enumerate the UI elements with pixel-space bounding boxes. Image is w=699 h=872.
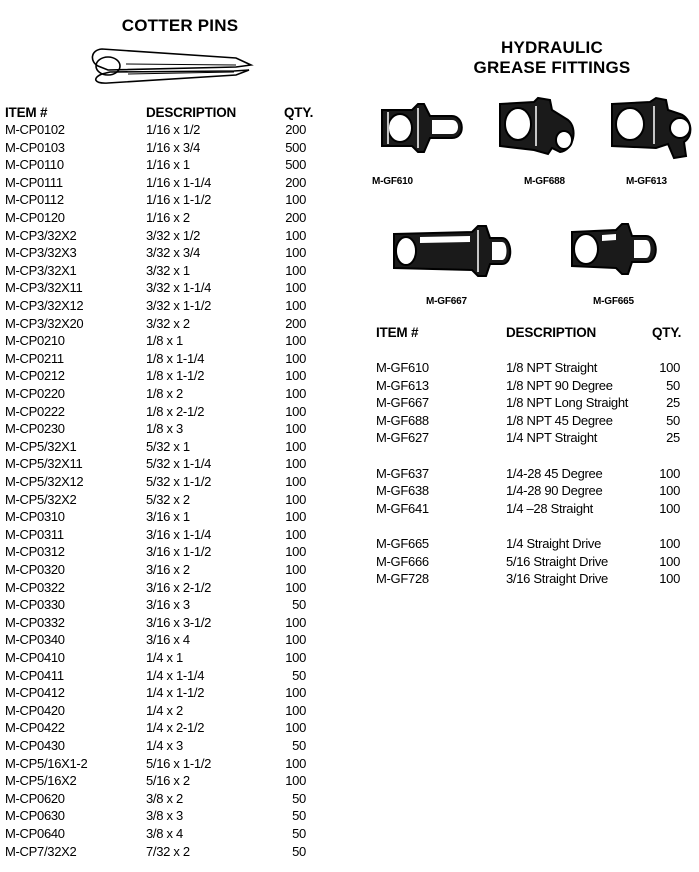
cotter-cell-desc: 1/16 x 3/4	[146, 139, 201, 155]
fitting-label-gf688: M-GF688	[524, 176, 565, 187]
cotter-cell-item: M-CP0640	[5, 826, 65, 841]
cotter-cell-desc: 3/8 x 3	[146, 808, 183, 824]
cotter-cell-qty: 100	[285, 474, 306, 489]
grease-cell-desc: 1/4 Straight Drive	[506, 536, 602, 551]
cotter-cell-qty: 100	[285, 438, 306, 454]
fitting-gf613-icon	[606, 96, 696, 164]
cotter-cell-desc: 1/16 x 1-1/4	[146, 174, 212, 190]
cotter-cell-qty: 100	[285, 685, 306, 701]
cotter-cell-desc: 1/16 x 1/2	[146, 122, 201, 137]
cotter-cell-item: M-CP0310	[5, 509, 65, 525]
cotter-cell-item: M-CP3/32X2	[5, 227, 77, 243]
cotter-cell-qty: 100	[285, 192, 306, 208]
cotter-cell-qty: 50	[292, 667, 306, 683]
grease-cell-qty: 100	[659, 500, 680, 516]
cotter-cell-qty: 100	[285, 614, 306, 630]
grease-cell-item: M-GF637	[376, 465, 429, 481]
fitting-label-gf667: M-GF667	[426, 296, 467, 307]
cotter-cell-desc: 1/8 x 1-1/4	[146, 350, 205, 366]
cotter-cell-qty: 100	[285, 509, 306, 525]
cotter-cell-desc: 5/32 x 1	[146, 438, 190, 454]
cotter-cell-item: M-CP0411	[5, 667, 64, 683]
cotter-cell-item: M-CP0103	[5, 139, 65, 155]
cotter-cell-qty: 100	[285, 227, 306, 243]
cotter-cell-item: M-CP0112	[5, 192, 64, 208]
cotter-cell-desc: 3/32 x 1-1/2	[146, 298, 212, 313]
cotter-cell-item: M-CP0220	[5, 386, 65, 401]
grease-cell-qty: 100	[659, 536, 680, 551]
cotter-cell-qty: 100	[285, 421, 306, 437]
grease-cell-item: M-GF688	[376, 412, 429, 428]
cotter-cell-qty: 500	[285, 139, 306, 155]
cotter-cell-qty: 100	[285, 720, 306, 736]
cotter-cell-desc: 1/4 x 2	[146, 702, 183, 718]
grease-header-item: ITEM #	[376, 325, 419, 340]
grease-cell-desc: 3/16 Straight Drive	[506, 571, 608, 587]
cotter-header-description: DESCRIPTION	[146, 105, 237, 120]
cotter-cell-qty: 100	[285, 456, 306, 472]
grease-cell-item: M-GF627	[376, 430, 429, 446]
cotter-cell-item: M-CP5/32X2	[5, 491, 77, 507]
cotter-cell-qty: 50	[292, 808, 306, 824]
cotter-cell-desc: 1/8 x 1-1/2	[146, 368, 205, 384]
cotter-cell-qty: 500	[285, 157, 306, 173]
cotter-cell-qty: 100	[285, 491, 306, 507]
cotter-cell-qty: 100	[285, 526, 306, 542]
grease-cell-desc: 1/4-28 90 Degree	[506, 483, 603, 499]
fitting-label-gf665: M-GF665	[593, 296, 634, 307]
cotter-cell-qty: 100	[285, 298, 306, 313]
cotter-cell-desc: 3/16 x 3	[146, 597, 190, 613]
grease-cell-item: M-GF610	[376, 360, 429, 375]
cotter-cell-qty: 50	[292, 826, 306, 841]
cotter-cell-desc: 1/4 x 1	[146, 650, 183, 665]
grease-cell-item: M-GF641	[376, 500, 429, 516]
grease-cell-desc: 1/4-28 45 Degree	[506, 465, 603, 481]
cotter-cell-item: M-CP0230	[5, 421, 65, 437]
cotter-pins-title: COTTER PINS	[121, 16, 239, 35]
cotter-cell-desc: 3/8 x 4	[146, 826, 183, 841]
cotter-cell-qty: 100	[285, 773, 306, 789]
cotter-header-item: ITEM #	[5, 105, 48, 120]
grease-cell-desc: 1/8 NPT Straight	[506, 360, 598, 375]
cotter-cell-item: M-CP0120	[5, 210, 65, 225]
cotter-cell-desc: 7/32 x 2	[146, 843, 190, 859]
cotter-cell-desc: 3/32 x 1	[146, 262, 190, 278]
cotter-cell-item: M-CP0420	[5, 702, 65, 718]
cotter-cell-desc: 3/32 x 3/4	[146, 245, 201, 261]
cotter-cell-desc: 1/8 x 2-1/2	[146, 403, 205, 419]
cotter-cell-qty: 100	[285, 702, 306, 718]
grease-cell-desc: 1/8 NPT 45 Degree	[506, 412, 613, 428]
cotter-cell-qty: 100	[285, 333, 306, 349]
cotter-cell-item: M-CP5/32X1	[5, 438, 77, 454]
grease-title-line1: HYDRAULIC	[501, 38, 603, 57]
cotter-cell-item: M-CP5/16X2	[5, 773, 77, 789]
grease-header-qty: QTY.	[652, 325, 682, 340]
cotter-cell-item: M-CP0212	[5, 368, 65, 384]
cotter-cell-desc: 3/8 x 2	[146, 790, 183, 806]
grease-cell-desc: 1/8 NPT Long Straight	[506, 395, 629, 411]
cotter-cell-desc: 1/8 x 2	[146, 386, 183, 401]
grease-cell-qty: 100	[659, 571, 680, 587]
cotter-cell-qty: 100	[285, 650, 306, 665]
cotter-cell-item: M-CP0330	[5, 597, 65, 613]
cotter-cell-qty: 200	[285, 174, 306, 190]
grease-cell-desc: 1/4 –28 Straight	[506, 500, 593, 516]
cotter-cell-item: M-CP5/32X11	[5, 456, 83, 472]
cotter-cell-desc: 5/32 x 1-1/2	[146, 474, 212, 489]
cotter-cell-desc: 5/16 x 2	[146, 773, 190, 789]
grease-cell-qty: 50	[666, 377, 680, 393]
fitting-label-gf613: M-GF613	[626, 176, 667, 187]
cotter-cell-desc: 1/4 x 2-1/2	[146, 720, 205, 736]
cotter-cell-item: M-CP3/32X1	[5, 262, 77, 278]
cotter-cell-qty: 100	[285, 262, 306, 278]
cotter-cell-item: M-CP0312	[5, 544, 65, 560]
cotter-cell-desc: 3/16 x 1-1/2	[146, 544, 212, 560]
cotter-cell-desc: 1/16 x 1	[146, 157, 190, 173]
cotter-cell-item: M-CP3/32X3	[5, 245, 77, 261]
cotter-cell-qty: 200	[285, 315, 306, 331]
cotter-cell-qty: 50	[292, 790, 306, 806]
grease-fittings-title	[452, 38, 652, 78]
grease-title-line2: GREASE FITTINGS	[473, 58, 631, 77]
cotter-cell-desc: 1/4 x 3	[146, 738, 183, 753]
cotter-cell-desc: 1/4 x 1-1/4	[146, 667, 205, 683]
cotter-cell-desc: 3/16 x 1	[146, 509, 190, 525]
cotter-cell-desc: 3/32 x 1/2	[146, 227, 201, 243]
cotter-cell-qty: 100	[285, 632, 306, 648]
cotter-cell-qty: 50	[292, 738, 306, 753]
cotter-cell-item: M-CP0222	[5, 403, 65, 419]
cotter-cell-item: M-CP0311	[5, 526, 64, 542]
grease-cell-qty: 50	[666, 412, 680, 428]
grease-header-description: DESCRIPTION	[506, 325, 597, 340]
cotter-cell-desc: 3/32 x 2	[146, 315, 190, 331]
grease-cell-item: M-GF638	[376, 483, 429, 499]
grease-cell-item: M-GF728	[376, 571, 429, 587]
cotter-cell-item: M-CP5/16X1-2	[5, 755, 88, 771]
grease-cell-qty: 25	[666, 395, 680, 411]
cotter-cell-item: M-CP0410	[5, 650, 65, 665]
cotter-cell-item: M-CP0430	[5, 738, 65, 753]
cotter-cell-qty: 100	[285, 280, 306, 296]
cotter-cell-qty: 100	[285, 755, 306, 771]
cotter-cell-desc: 5/32 x 2	[146, 491, 190, 507]
cotter-cell-item: M-CP0102	[5, 122, 65, 137]
grease-cell-qty: 25	[666, 430, 680, 446]
grease-cell-qty: 100	[659, 553, 680, 569]
cotter-cell-qty: 100	[285, 579, 306, 595]
cotter-cell-item: M-CP0111	[5, 174, 63, 190]
cotter-cell-item: M-CP0320	[5, 562, 65, 577]
cotter-cell-desc: 5/32 x 1-1/4	[146, 456, 212, 472]
cotter-cell-desc: 3/32 x 1-1/4	[146, 280, 212, 296]
cotter-cell-desc: 3/16 x 2	[146, 562, 190, 577]
cotter-cell-item: M-CP0210	[5, 333, 65, 349]
cotter-cell-qty: 100	[285, 386, 306, 401]
cotter-cell-item: M-CP0412	[5, 685, 65, 701]
grease-cell-qty: 100	[659, 483, 680, 499]
cotter-cell-desc: 3/16 x 1-1/4	[146, 526, 212, 542]
cotter-cell-desc: 3/16 x 2-1/2	[146, 579, 212, 595]
cotter-cell-qty: 100	[285, 368, 306, 384]
grease-cell-item: M-GF613	[376, 377, 429, 393]
cotter-cell-desc: 1/16 x 2	[146, 210, 190, 225]
cotter-cell-desc: 3/16 x 3-1/2	[146, 614, 212, 630]
fitting-gf688-icon	[494, 96, 584, 162]
cotter-cell-item: M-CP0422	[5, 720, 65, 736]
cotter-cell-desc: 1/4 x 1-1/2	[146, 685, 205, 701]
grease-cell-desc: 1/4 NPT Straight	[506, 430, 598, 446]
grease-cell-qty: 100	[659, 465, 680, 481]
cotter-cell-item: M-CP0630	[5, 808, 65, 824]
cotter-cell-item: M-CP0211	[5, 350, 64, 366]
cotter-pin-icon	[86, 44, 256, 88]
grease-cell-desc: 5/16 Straight Drive	[506, 553, 608, 569]
cotter-cell-item: M-CP0620	[5, 790, 65, 806]
fitting-gf665-icon	[566, 218, 666, 280]
cotter-cell-qty: 50	[292, 597, 306, 613]
cotter-cell-desc: 1/8 x 3	[146, 421, 183, 437]
cotter-cell-desc: 5/16 x 1-1/2	[146, 755, 212, 771]
cotter-cell-desc: 1/8 x 1	[146, 333, 183, 349]
cotter-cell-qty: 100	[285, 350, 306, 366]
cotter-cell-item: M-CP0110	[5, 157, 64, 173]
cotter-cell-qty: 100	[285, 562, 306, 577]
cotter-cell-item: M-CP0340	[5, 632, 65, 648]
grease-cell-item: M-GF666	[376, 553, 429, 569]
cotter-cell-desc: 1/16 x 1-1/2	[146, 192, 212, 208]
grease-cell-item: M-GF667	[376, 395, 429, 411]
grease-cell-qty: 100	[659, 360, 680, 375]
cotter-cell-qty: 200	[285, 210, 306, 225]
cotter-cell-qty: 100	[285, 544, 306, 560]
cotter-cell-qty: 100	[285, 403, 306, 419]
cotter-cell-item: M-CP3/32X20	[5, 315, 84, 331]
cotter-cell-desc: 3/16 x 4	[146, 632, 190, 648]
fitting-gf610-icon	[378, 98, 468, 158]
fitting-gf667-icon	[390, 222, 516, 280]
cotter-cell-item: M-CP5/32X12	[5, 474, 84, 489]
cotter-cell-qty: 100	[285, 245, 306, 261]
cotter-cell-item: M-CP3/32X12	[5, 298, 84, 313]
cotter-cell-item: M-CP0332	[5, 614, 65, 630]
grease-cell-item: M-GF665	[376, 536, 429, 551]
grease-cell-desc: 1/8 NPT 90 Degree	[506, 377, 613, 393]
cotter-cell-item: M-CP7/32X2	[5, 843, 77, 859]
cotter-cell-qty: 50	[292, 843, 306, 859]
cotter-cell-item: M-CP0322	[5, 579, 65, 595]
fitting-label-gf610: M-GF610	[372, 176, 413, 187]
cotter-cell-item: M-CP3/32X11	[5, 280, 83, 296]
cotter-header-qty: QTY.	[284, 105, 314, 120]
cotter-cell-qty: 200	[285, 122, 306, 137]
